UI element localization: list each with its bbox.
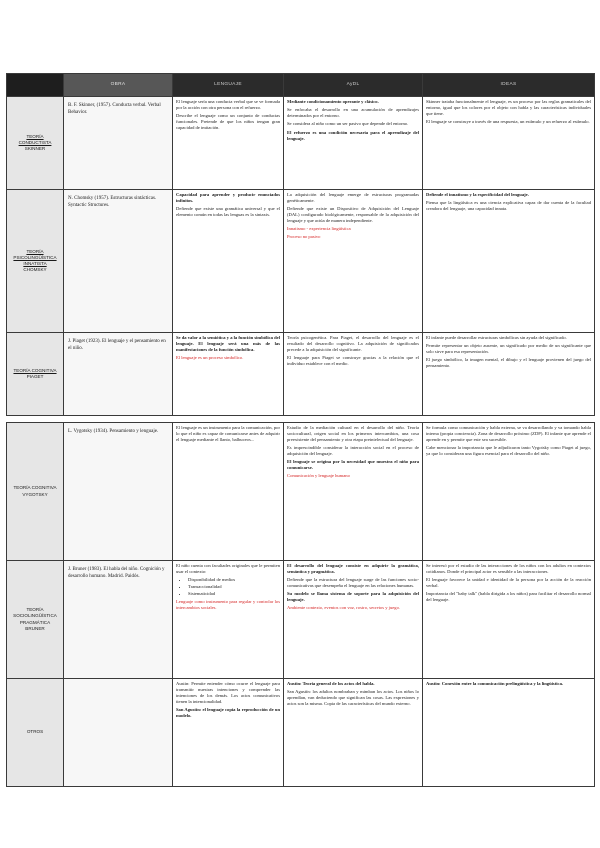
ideas-cell (423, 190, 595, 333)
table-row-skinner (7, 97, 595, 190)
aydl-text: Teoría psicogenética. Para Piaget, el desarrollo del lenguaje es el resultado del desarrollo cognitivo. La adquisición de significados precede a la adquisición del significante. (287, 335, 419, 352)
aydl-text: Defiende que existe un Dispositivo de Adquisición del Lenguaje (DAL) configurado biológicamente, responsable de la adquisición del lenguaje y que actúa de manera independiente. (287, 206, 419, 223)
table-row-bruner (7, 561, 595, 679)
lenguaje-list (188, 577, 280, 597)
lenguaje-text: Defiende que existe una gramática universal y que el elemento común en todas las lenguas es la sintaxis. (176, 206, 280, 218)
header-corner (7, 74, 64, 97)
lenguaje-text: San Agustín: el lenguaje copia la reproducción de un modelo. (176, 706, 280, 718)
ideas-text: Permite representar un objeto ausente, un significado por medio de un significante que solo sirve para esa representación. (426, 343, 591, 355)
ideas-cell (423, 423, 595, 561)
theory-author: BRUNER (25, 625, 45, 631)
aydl-text: El lenguaje para Piaget se construye gracias a la relación que el individuo establece con el medio. (287, 355, 419, 366)
ideas-text: Importancia del "baby talk" (habla dirigida a los niños) para facilitar el desarrollo normal del lenguaje. (426, 591, 591, 603)
table-row-otros (7, 679, 595, 787)
header-aydl: AyDL (284, 74, 423, 97)
aydl-red-note: Ambiente contexto, eventos con voz, rostro, secretos y juego. (287, 605, 401, 611)
header-ideas: IDEAS (423, 74, 595, 97)
ideas-text: Piensa que la lingüística es una ciencia explicativa capaz de dar cuenta de la facultad creadora del lenguaje, una capacidad innata. (426, 200, 591, 212)
aydl-text: El desarrollo del lenguaje consiste en adquirir la gramática, semántica y pragmática. (287, 563, 419, 574)
lenguaje-text: Capacidad para aprender y producir enunciados infinitos. (176, 192, 280, 203)
gap-cell (7, 416, 595, 423)
ideas-cell (423, 333, 595, 416)
ideas-text: Skinner trataba funcionalmente el lenguaje, es un proceso por las reglas gramaticales del entorno, igual que los colores por el objeto con habla y las características individuales que tiene. (426, 99, 591, 116)
theory-name: TEORÍA COGNITIVA (13, 485, 57, 491)
lenguaje-text: Austin: Permite entender cómo ocurre el lenguaje para transmitir nuestras intenciones y comprender las intenciones de los demás. Los actos comunicativos tienen la intencionalidad. (176, 681, 280, 704)
aydl-red-note: Comunicación y lenguaje humano (287, 473, 350, 479)
theory-name: PRAGMÁTICA (19, 619, 51, 625)
lenguaje-cell (173, 679, 284, 787)
aydl-red-note: Proceso no pasivo (287, 234, 321, 240)
aydl-text: Mediante condicionamiento operante y clásico. (287, 99, 379, 104)
table-row-piaget (7, 333, 595, 416)
obra-text: J. Bruner (1983). El habla del niño. Cognición y desarrollo humano. Madrid. Paidós. (68, 567, 165, 579)
lenguaje-text: El lenguaje sería una conducta verbal que se ve formada por la acción con otra persona con el refuerzo. (176, 99, 280, 110)
ideas-text: El infante puede desarrollar estructuras simbólicas sin ayuda del significado. (426, 335, 567, 340)
theory-author: PIAGET (26, 374, 44, 379)
lenguaje-cell (173, 190, 284, 333)
table-header-row (7, 74, 595, 97)
ideas-text: El lenguaje se construye a través de una respuesta, un estímulo y un refuerzo al estímulo. (426, 119, 590, 125)
ideas-cell (423, 561, 595, 679)
theory-author: VYGOTSKY (22, 491, 48, 497)
theory-name: SOCIOLINGÜÍSTICA (13, 613, 57, 619)
aydl-cell (284, 97, 423, 190)
lenguaje-text: Describe el lenguaje como un conjunto de conductas funcionales. Pretende de que los niños tengan gran capacidad de imitación. (176, 113, 280, 130)
obra-text: N. Chomsky (1957). Estructuras sintácticas. Syntactic Structures. (68, 196, 157, 208)
theory-cell (7, 679, 64, 787)
aydl-cell (284, 679, 423, 787)
obra-cell (64, 679, 173, 787)
lenguaje-cell (173, 561, 284, 679)
aydl-cell (284, 190, 423, 333)
theory-author: SKINNER (24, 146, 46, 152)
lenguaje-red-note: Lenguaje como instrumento para regular y controlar los intercambios sociales. (176, 598, 280, 610)
ideas-cell (423, 679, 595, 787)
theory-cell (7, 333, 64, 416)
theory-name: CONDUCTISTA (18, 139, 52, 145)
theory-cell (7, 190, 64, 333)
aydl-text: El lenguaje se origina por la necesidad que muestra el niño para comunicarse. (287, 459, 419, 471)
lenguaje-cell (173, 333, 284, 416)
ideas-cell (423, 97, 595, 190)
aydl-text: Austin: Teoría general de los actos del habla. (287, 681, 375, 686)
aydl-cell (284, 561, 423, 679)
ideas-text: Austin: Conexión entre la comunicación prelingüística y la lingüística. (426, 681, 564, 686)
aydl-cell (284, 333, 423, 416)
aydl-text: Se enfocaba el desarrollo en una acumulación de aprendizajes determinados por el entorno. (287, 107, 419, 119)
theory-name: OTROS (26, 729, 44, 735)
theory-name: PSICOLINGÜÍSTICA (13, 254, 57, 260)
theory-name: TEORÍA (26, 133, 44, 139)
list-item: • Sistematicidad (188, 591, 280, 597)
ideas-text: El lenguaje favorece la unidad e identidad de la persona por la acción de la reacción verbal. (426, 577, 591, 589)
theory-name: INNATISTA (23, 261, 47, 266)
aydl-red-note: Innatismo - experiencia lingüística (287, 226, 351, 232)
ideas-text: Cabe mencionar la importancia que le adjudicaron tanto Vygotsky como Piaget al juego, ya que lo consideran una figura esencial para el desarrollo del niño. (426, 445, 591, 456)
ideas-text: Se interesó por el estudio de las interacciones de los niños con los adultos en contextos cotidianos. Donde el principal actor es sensible a las interacciones. (426, 563, 591, 574)
lenguaje-text: Se da valor a la semiótica y a la función simbólica del lenguaje. El lenguaje será una más de las manifestaciones de la función simbólica. (176, 335, 280, 352)
aydl-text: Es imprescindible considerar la interacción social en el proceso de adquisición del lenguaje. (287, 445, 419, 456)
obra-cell (64, 423, 173, 561)
table-row-chomsky (7, 190, 595, 333)
theory-cell (7, 423, 64, 561)
lenguaje-cell (173, 97, 284, 190)
obra-text: B. F. Skinner, (1957). Conducta verbal. Verbal Behavior. (68, 103, 161, 115)
list-item: • Disponibilidad de medios (188, 577, 280, 583)
theory-cell (7, 561, 64, 679)
obra-cell (64, 561, 173, 679)
lenguaje-red-note: El lenguaje es un proceso simbólico. (176, 355, 244, 361)
obra-text: L. Vygotsky (1934). Pensamiento y lenguaje. (68, 429, 159, 434)
aydl-text: El refuerzo es una condición necesaria para el aprendizaje del lenguaje. (287, 129, 419, 141)
aydl-text: Estudio de la mediación cultural en el desarrollo del niño. Teoría sociocultural, origen social en los primeros intercambios, una cosa preexistente del pensamiento y otra etapa preintelectual del lenguaje. (287, 425, 419, 442)
lenguaje-cell (173, 423, 284, 561)
aydl-text: Su modelo se llama sistema de soporte para la adquisición del lenguaje. (287, 591, 419, 603)
theory-name: TEORÍA (26, 248, 44, 254)
obra-text: J. Piaget (1923). El lenguaje y el pensamiento en el niño. (68, 339, 166, 351)
header-obra: OBRA (64, 74, 173, 97)
theories-table (6, 73, 595, 787)
obra-cell (64, 190, 173, 333)
table-row-vygotsky (7, 423, 595, 561)
aydl-cell (284, 423, 423, 561)
ideas-text: Defiende el innatismo y la especificidad del lenguaje. (426, 192, 529, 197)
obra-cell (64, 333, 173, 416)
theory-cell (7, 97, 64, 190)
aydl-text: San Agustín: los adultos nombraban y mimban los actos. Los niños lo aprendían, van deduciendo que significan las cosas. Las expresiones y actos son la misma. Copia de las características del mundo externo. (287, 689, 419, 707)
lenguaje-text: El lenguaje es un instrumento para la comunicación, por lo que el niño es capaz de comunicarse antes de adquirir el lenguaje mediante el llanto, balbuceos... (176, 425, 280, 442)
ideas-text: El juego simbólico, la imagen mental, el dibujo y el lenguaje provienen del juego del pensamiento. (426, 357, 591, 369)
theory-name: TEORÍA COGNITIVA (13, 367, 57, 373)
list-item: • Transaccionalidad (188, 584, 280, 590)
theory-author: CHOMSKY (23, 267, 47, 273)
table-gap (7, 416, 595, 423)
ideas-text: Se formula como comunicación y habla externa, se va desarrollando y va tomando habla interna (propia conciencia). Zona de desarrollo próximo (ZDP). El infante que aprende el aprende en y permite que este sea sucesible. (426, 425, 591, 442)
theories-comparison-page (6, 73, 594, 787)
aydl-text: Se considera al niño como un ser pasivo que depende del entorno. (287, 121, 409, 127)
header-lenguaje: LENGUAJE (173, 74, 284, 97)
lenguaje-text: El niño cuenta con facultades originales que le permiten usar el contexto: (176, 563, 280, 574)
obra-cell (64, 97, 173, 190)
aydl-text: La adquisición del lenguaje emerge de estructuras programadas genéticamente. (287, 192, 419, 203)
theory-name: TEORÍA (26, 607, 44, 613)
aydl-text: Defiende que la estructura del lenguaje surge de las funciones socio-comunicativas que desempeña el lenguaje en las relaciones humanas. (287, 577, 419, 589)
